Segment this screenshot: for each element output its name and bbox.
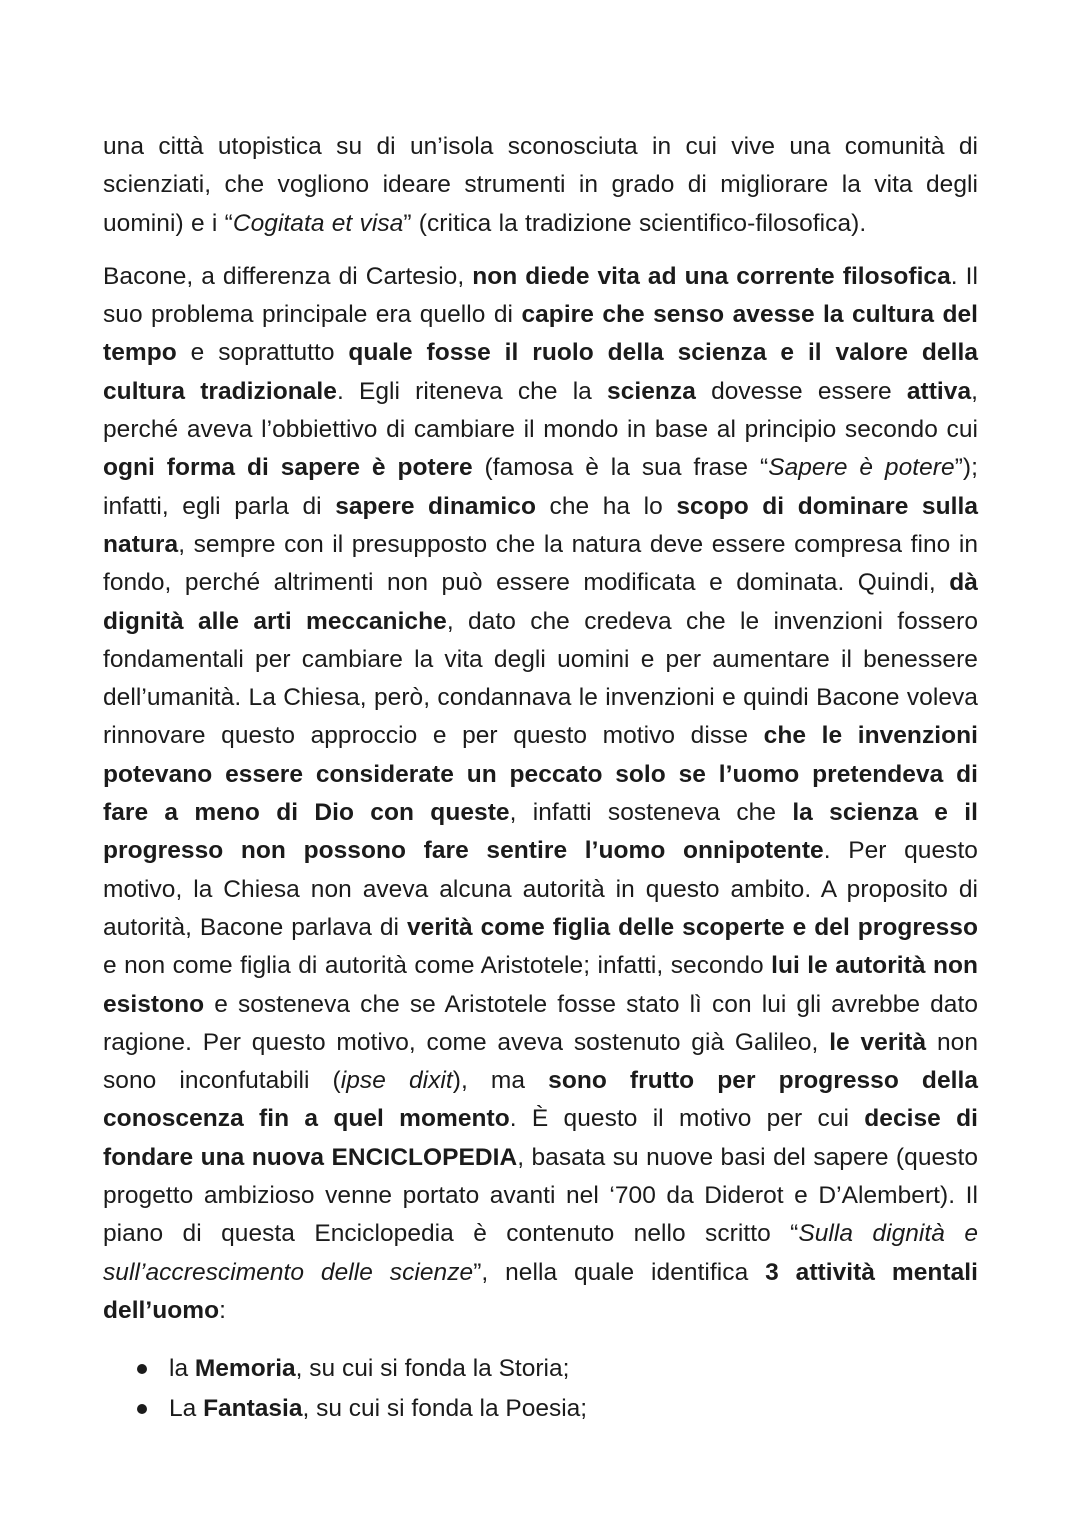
text-run: . È questo il motivo per cui xyxy=(509,1105,865,1133)
bold-run: 3 attività mentali dell’uomo xyxy=(103,1258,978,1324)
text-run: (famosa è la sua frase “ xyxy=(472,454,769,482)
text-run: ” (critica la tradizione scientifico-filosofica). xyxy=(403,209,867,237)
text-run: , perché aveva l’obbiettivo di cambiare il mondo in base al principio secondo cui xyxy=(103,377,979,444)
text-run: e soprattutto xyxy=(176,339,349,367)
text-run: non sono inconfutabili ( xyxy=(103,1028,978,1095)
bullet-list xyxy=(103,1349,978,1429)
bold-run: le verità xyxy=(829,1028,927,1056)
text-run: ), ma xyxy=(452,1067,549,1095)
text-run: che ha lo xyxy=(535,492,677,520)
text-run: , dato che credeva che le invenzioni fossero fondamentali per cambiare la vita degli uomini e per aumentare il benessere dell’umanità. La Chiesa, però, condannava le invenzioni e quindi Bacone voleva rinnovare questo approccio e per questo motivo disse xyxy=(103,607,978,750)
paragraph-intro xyxy=(103,128,978,243)
bullet-icon xyxy=(137,1404,147,1414)
bold-run: ogni forma di sapere è potere xyxy=(103,454,473,482)
text-run: la xyxy=(169,1355,195,1383)
text-run: ”, nella quale identifica xyxy=(473,1258,766,1286)
bold-run: Memoria xyxy=(194,1355,296,1383)
bold-run: scopo di dominare sulla natura xyxy=(103,492,979,558)
bold-run: la scienza e il progresso non possono fare sentire l’uomo onnipotente xyxy=(103,799,978,865)
italic-title-scritto: Sulla dignità e sull’accrescimento delle scienze xyxy=(103,1220,978,1286)
text-run: una città utopistica su di un’isola sconosciuta in cui vive una comunità di scienziati, che vogliono ideare strumenti in grado di migliorare la vita degli uomini) e i “ xyxy=(103,133,978,237)
bold-run: sapere dinamico xyxy=(335,492,536,520)
bold-run: dà dignità alle arti meccaniche xyxy=(103,569,978,635)
text-run: , sempre con il presupposto che la natura deve essere compresa fino in fondo, perché altrimenti non può essere modificata e dominata. Quindi, xyxy=(103,530,978,597)
text-run: Bacone, a differenza di Cartesio, xyxy=(103,262,473,290)
list-item xyxy=(137,1349,978,1389)
text-run: , basata su nuove basi del sapere (questo progetto ambizioso venne portato avanti nel ‘700 da Diderot e D’Alembert). Il piano di questa Enciclopedia è contenuto nello scritto “ xyxy=(103,1143,979,1248)
text-run: . Per questo motivo, la Chiesa non aveva alcuna autorità in questo ambito. A proposito di autorità, Bacone parlava di xyxy=(103,837,978,941)
italic-title-cogitata: Cogitata et visa xyxy=(232,209,404,237)
paragraph-bacone xyxy=(103,258,978,1330)
text-run: . Il suo problema principale era quello di xyxy=(103,262,978,329)
italic-latin: ipse dixit xyxy=(340,1067,453,1095)
text-run: e sosteneva che se Aristotele fosse stato lì con lui gli avrebbe dato ragione. Per questo motivo, come aveva sostenuto già Galileo, xyxy=(103,990,978,1056)
bold-run: capire che senso avesse la cultura del tempo xyxy=(103,301,978,367)
text-run: ”); infatti, egli parla di xyxy=(103,454,978,520)
bold-run: che le invenzioni potevano essere considerate un peccato solo se l’uomo pretendeva di fare a meno di Dio con queste xyxy=(103,722,978,827)
bold-run: Fantasia xyxy=(203,1395,303,1423)
bold-run: quale fosse il ruolo della scienza e il valore della cultura tradizionale xyxy=(103,339,978,405)
text-run: dovesse essere xyxy=(695,377,907,405)
bold-run: non diede vita ad una corrente filosofica xyxy=(472,262,951,290)
italic-quote: Sapere è potere xyxy=(768,454,955,482)
bold-run: sono frutto per progresso della conoscenza fin a quel momento xyxy=(103,1067,979,1133)
text-run: La xyxy=(169,1395,204,1423)
bold-run: verità come figlia delle scoperte e del progresso xyxy=(407,913,978,941)
bold-run: attiva xyxy=(906,377,972,405)
text-run: , infatti sosteneva che xyxy=(509,799,793,827)
bold-run: decise di fondare una nuova ENCICLOPEDIA xyxy=(103,1105,978,1171)
text-run: : xyxy=(219,1296,227,1324)
text-run: e non come figlia di autorità come Aristotele; infatti, secondo xyxy=(103,952,772,980)
text-run: . Egli riteneva che la xyxy=(336,377,608,405)
bold-run: lui le autorità non esistono xyxy=(103,952,978,1018)
list-item xyxy=(137,1389,978,1429)
text-run: , su cui si fonda la Storia; xyxy=(295,1355,570,1383)
bullet-icon xyxy=(137,1364,147,1374)
bold-run: scienza xyxy=(607,377,696,405)
text-run: , su cui si fonda la Poesia; xyxy=(302,1395,588,1423)
